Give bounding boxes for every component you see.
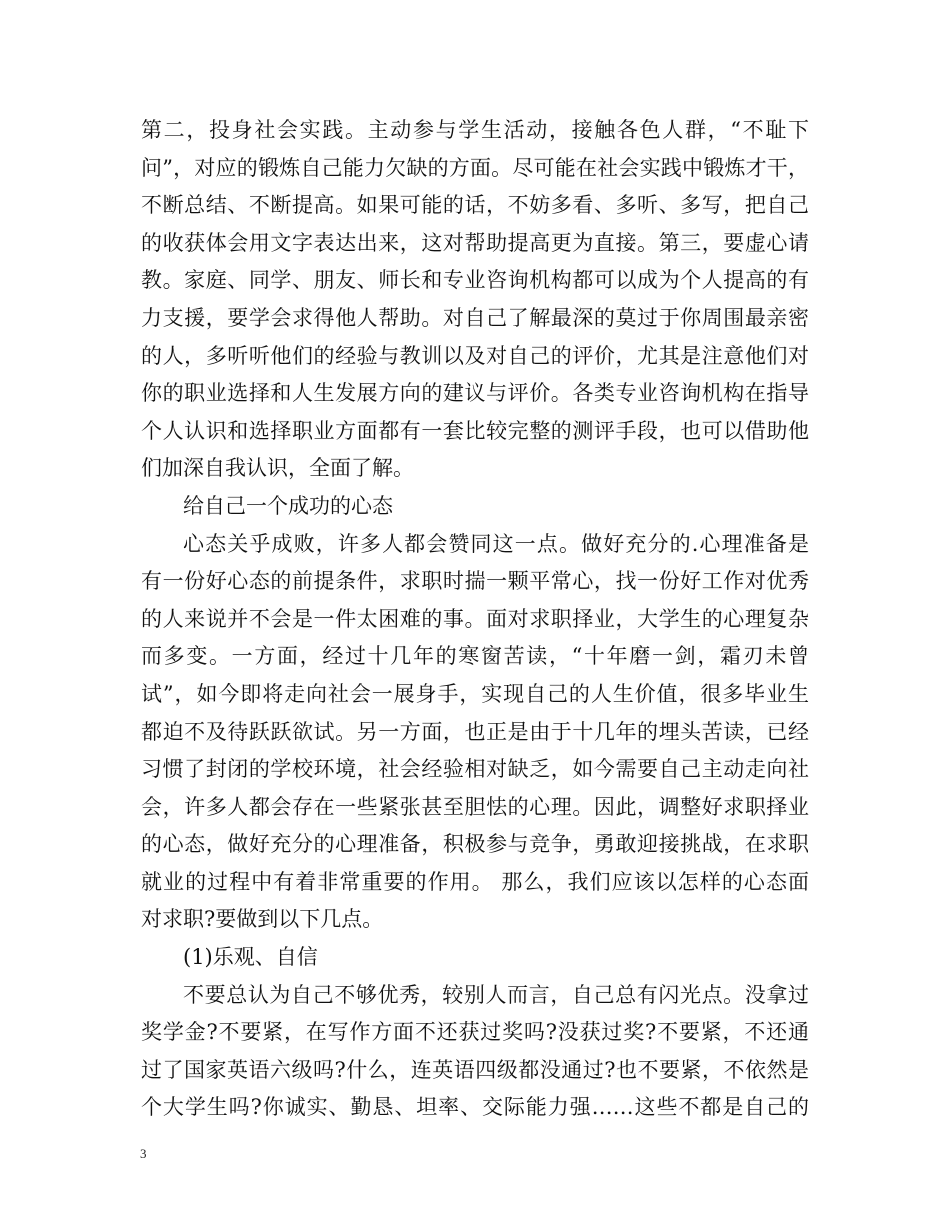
page-number: 3	[140, 1146, 147, 1161]
text-line: 问”，对应的锻炼自己能力欠缺的方面。尽可能在社会实践中锻炼才干，	[141, 155, 809, 180]
text-line: 你的职业选择和人生发展方向的建议与评价。各类专业咨询机构在指导	[141, 381, 809, 406]
text-line: 教。家庭、同学、朋友、师长和专业咨询机构都可以成为个人提高的有	[141, 268, 809, 293]
text-line: 会，许多人都会存在一些紧张甚至胆怯的心理。因此，调整好求职择业	[141, 794, 809, 819]
text-line: 的心态，做好充分的心理准备，积极参与竞争，勇敢迎接挑战，在求职	[141, 832, 809, 857]
text-line: 的收获体会用文字表达出来，这对帮助提高更为直接。第三，要虚心请	[141, 230, 809, 255]
text-line: 的人来说并不会是一件太困难的事。面对求职择业，大学生的心理复杂	[141, 606, 809, 631]
text-line: 力支援，要学会求得他人帮助。对自己了解最深的莫过于你周围最亲密	[141, 305, 809, 330]
text-line: 个人认识和选择职业方面都有一套比较完整的测评手段，也可以借助他	[141, 418, 809, 443]
text-line: 都迫不及待跃跃欲试。另一方面，也正是由于十几年的埋头苦读，已经	[141, 719, 809, 744]
text-line: 有一份好心态的前提条件，求职时揣一颗平常心，找一份好工作对优秀	[141, 569, 809, 594]
text-line: 第二，投身社会实践。主动参与学生活动，接触各色人群，“不耻下	[141, 118, 809, 142]
text-line: 心态关乎成败，许多人都会赞同这一点。做好充分的.心理准备是	[183, 531, 809, 556]
text-line: 而多变。一方面，经过十几年的寒窗苦读，“十年磨一剑，霜刃未曾	[141, 644, 809, 669]
text-line: 个大学生吗?你诚实、勤恳、坦率、交际能力强……这些不都是自己的	[141, 1095, 809, 1120]
text-line: 不要总认为自己不够优秀，较别人而言，自己总有闪光点。没拿过	[183, 982, 809, 1007]
text-line: 奖学金?不要紧，在写作方面不还获过奖吗?没获过奖?不要紧，不还通	[141, 1020, 809, 1045]
section-heading: 给自己一个成功的心态	[183, 493, 393, 518]
text-line: 对求职?要做到以下几点。	[141, 907, 384, 932]
text-line: 试”，如今即将走向社会一展身手，实现自己的人生价值，很多毕业生	[141, 681, 809, 706]
text-line: 过了国家英语六级吗?什么，连英语四级都没通过?也不要紧，不依然是	[141, 1057, 809, 1082]
body-text	[141, 112, 809, 1127]
text-line: 就业的过程中有着非常重要的作用。 那么，我们应该以怎样的心态面	[141, 869, 809, 894]
text-line: 不断总结、不断提高。如果可能的话，不妨多看、多听、多写，把自己	[141, 193, 809, 218]
subheading: (1)乐观、自信	[183, 945, 318, 970]
text-line: 的人，多听听他们的经验与教训以及对自己的评价，尤其是注意他们对	[141, 343, 809, 368]
text-line: 习惯了封闭的学校环境，社会经验相对缺乏，如今需要自己主动走向社	[141, 757, 809, 782]
text-line: 们加深自我认识，全面了解。	[141, 456, 414, 481]
